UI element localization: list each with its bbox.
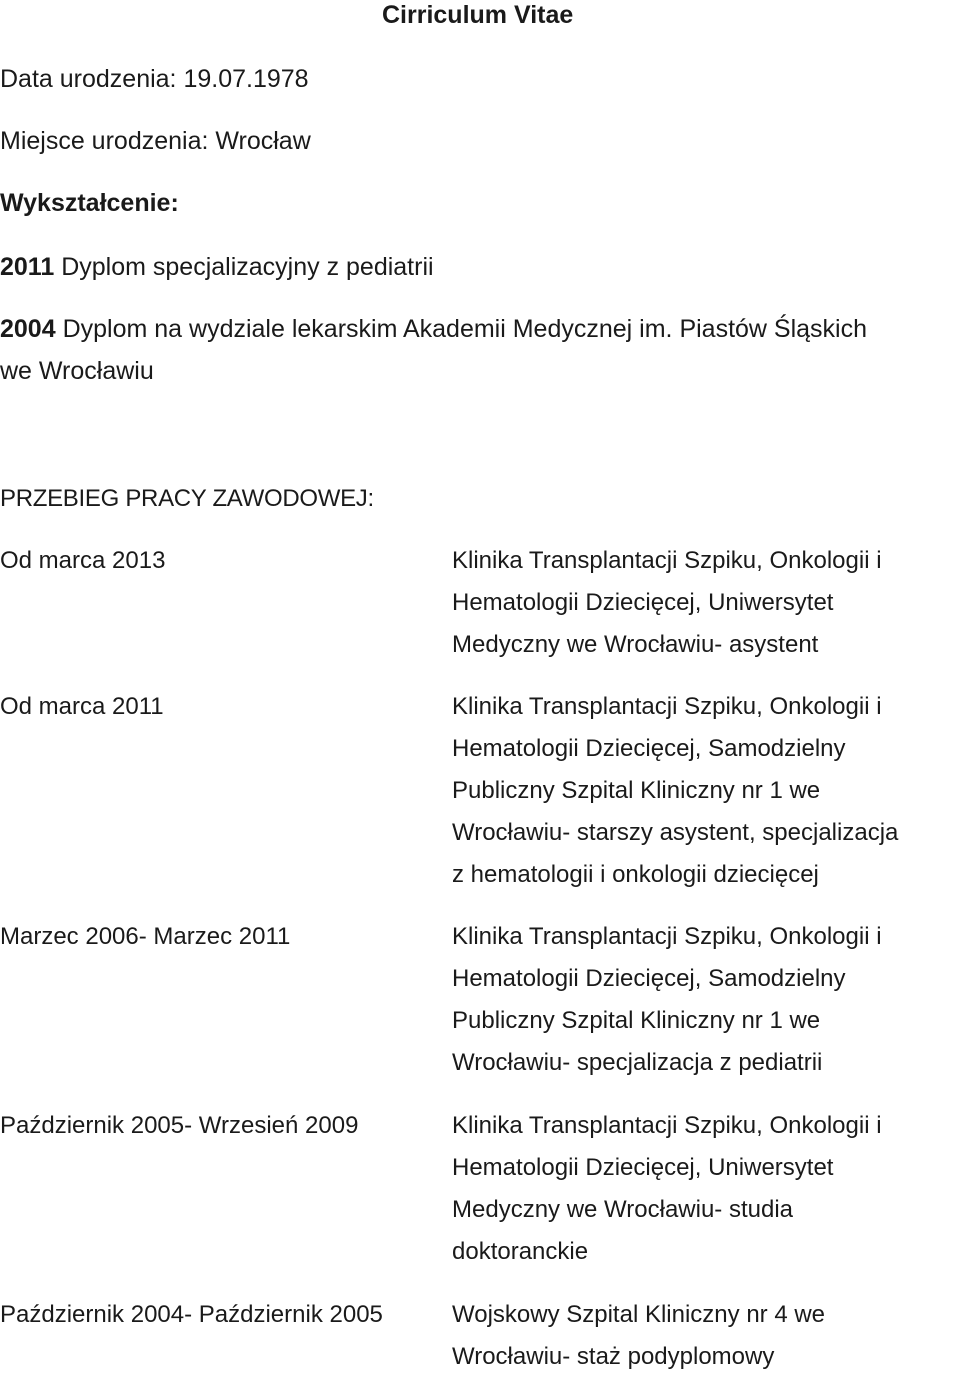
career-line: Medyczny we Wrocławiu- studia (452, 1196, 794, 1223)
education-year: 2011 (0, 253, 55, 281)
education-text: Dyplom na wydziale lekarskim Akademii Medycznej im. Piastów Śląskich (55, 315, 868, 343)
career-line: Wrocławiu- specjalizacja z pediatrii (452, 1049, 823, 1076)
career-line: doktoranckie (452, 1238, 589, 1265)
document-title: Cirriculum Vitae (382, 1, 574, 29)
career-line: Klinika Transplantacji Szpiku, Onkologii i (452, 1112, 882, 1139)
career-line: Wrocławiu- starszy asystent, specjalizacja (452, 819, 899, 846)
education-text: Dyplom specjalizacyjny z pediatrii (54, 253, 434, 281)
education-year: 2004 (0, 315, 56, 343)
career-line: Klinika Transplantacji Szpiku, Onkologii i (452, 923, 882, 950)
career-description (452, 916, 960, 1084)
career-description (452, 1105, 960, 1273)
career-period: Od marca 2011 (0, 693, 164, 720)
career-period: Październik 2005- Wrzesień 2009 (0, 1112, 359, 1139)
career-period: Marzec 2006- Marzec 2011 (0, 923, 291, 950)
career-description (452, 686, 960, 896)
career-period: Od marca 2013 (0, 547, 166, 574)
career-line: z hematologii i onkologii dziecięcej (452, 861, 819, 888)
education-entry (0, 250, 434, 284)
birth-place: Miejsce urodzenia: Wrocław (0, 127, 311, 155)
career-line: Wojskowy Szpital Kliniczny nr 4 we (452, 1301, 826, 1328)
career-line: Wrocławiu- staż podyplomowy (452, 1343, 775, 1370)
career-line: Hematologii Dziecięcej, Uniwersytet (452, 1154, 834, 1181)
career-line: Klinika Transplantacji Szpiku, Onkologii i (452, 547, 882, 574)
career-line: Medyczny we Wrocławiu- asystent (452, 631, 819, 658)
career-heading: PRZEBIEG PRACY ZAWODOWEJ: (0, 485, 374, 512)
career-period: Październik 2004- Październik 2005 (0, 1301, 383, 1328)
education-heading: Wykształcenie: (0, 189, 179, 217)
career-line: Hematologii Dziecięcej, Samodzielny (452, 735, 846, 762)
career-line: Klinika Transplantacji Szpiku, Onkologii i (452, 693, 882, 720)
career-line: Publiczny Szpital Kliniczny nr 1 we (452, 777, 821, 804)
birth-date: Data urodzenia: 19.07.1978 (0, 65, 309, 93)
career-line: Hematologii Dziecięcej, Samodzielny (452, 965, 846, 992)
education-continuation: we Wrocławiu (0, 357, 154, 385)
education-entry (0, 312, 867, 346)
career-description (452, 540, 960, 666)
career-description (452, 1294, 960, 1378)
career-line: Publiczny Szpital Kliniczny nr 1 we (452, 1007, 821, 1034)
career-line: Hematologii Dziecięcej, Uniwersytet (452, 589, 834, 616)
